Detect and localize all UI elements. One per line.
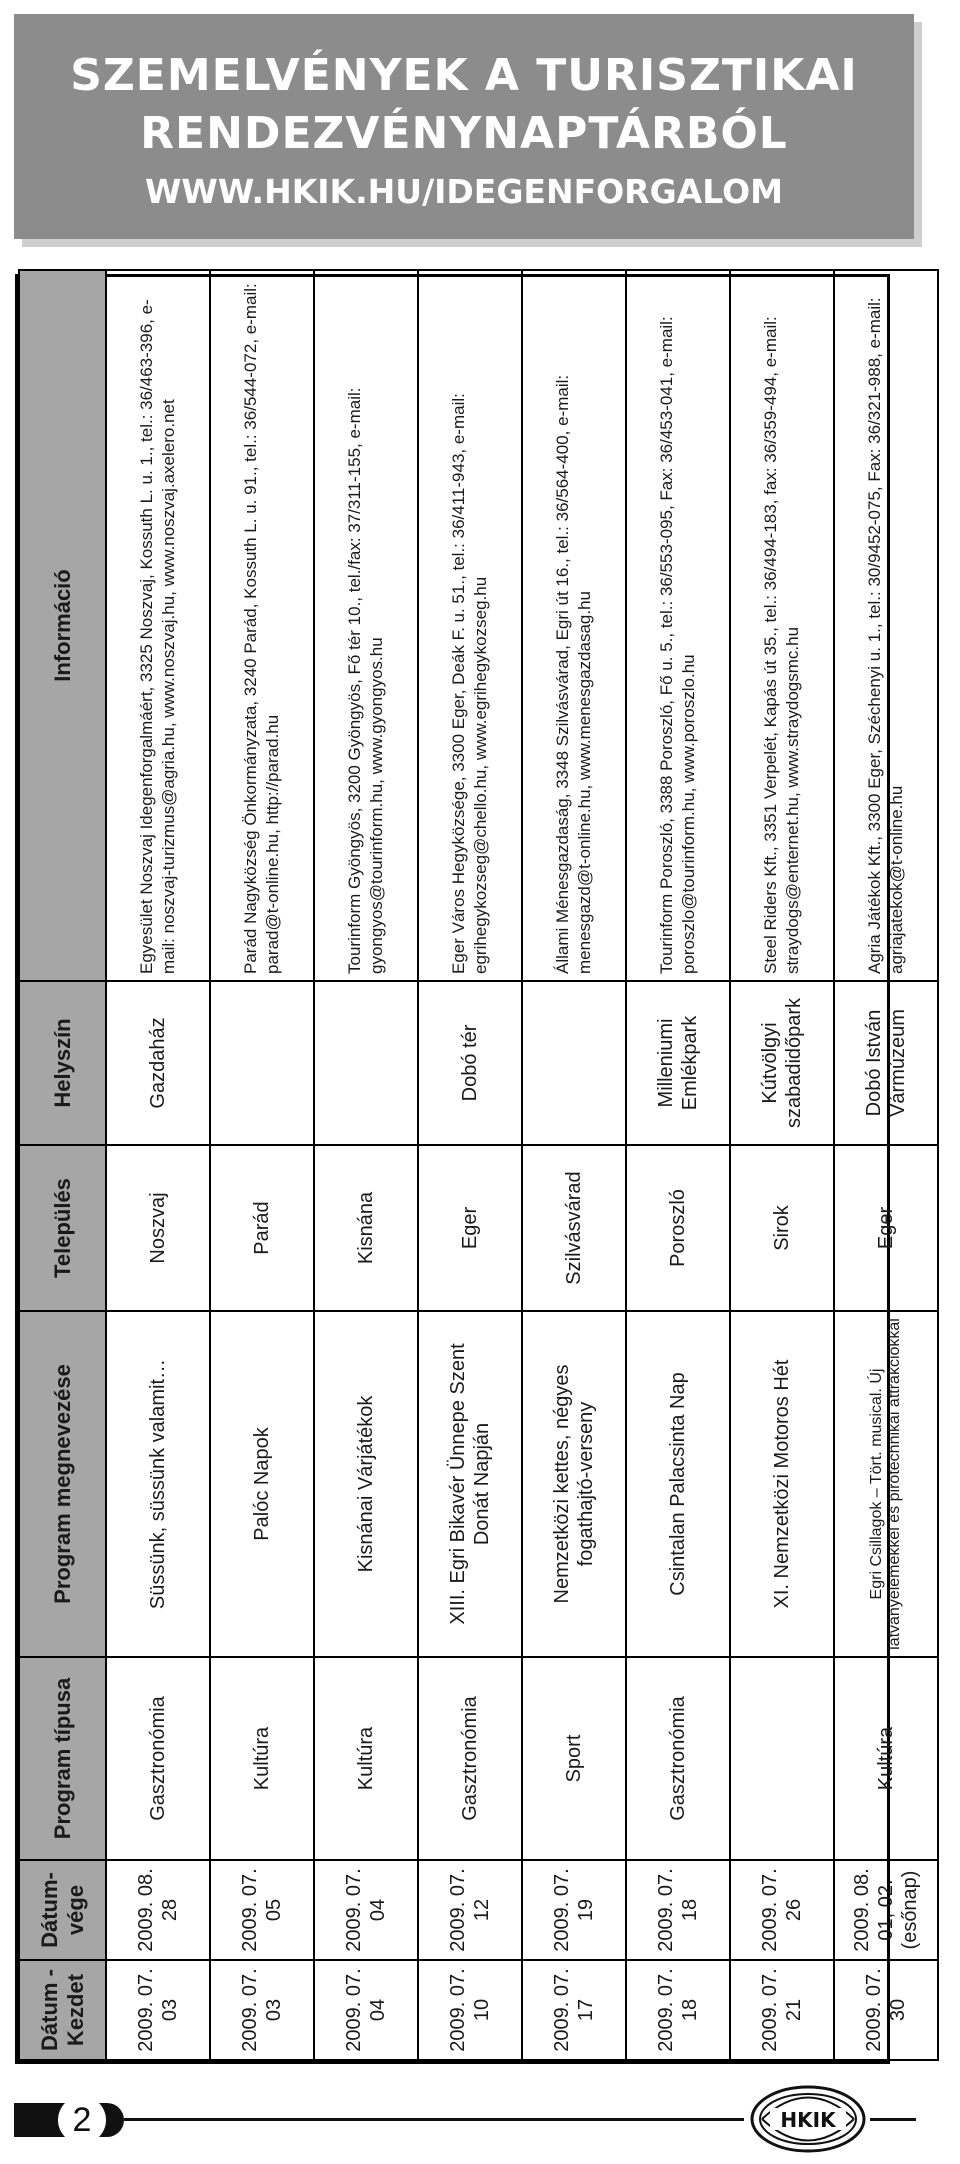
cell-name: XIII. Egri Bikavér Ünnepe Szent Donát Napján [418, 1311, 522, 1657]
cell-town: Noszvaj [106, 1145, 210, 1311]
cell-end: 2009. 07. 19 [522, 1860, 626, 1960]
cell-info: Állami Ménesgazdaság, 3348 Szilvásvárad, Egri út 16., tel.: 36/564-400, e-mail: menesgazd@t-online.hu, www.menesgazdasag.hu [522, 270, 626, 981]
header-title-line-1: SZEMELVÉNYEK A TURISZTIKAI [70, 50, 858, 101]
cell-end: 2009. 07. 26 [730, 1860, 834, 1960]
cell-info: Steel Riders Kft., 3351 Verpelét, Kapás út 35., tel.: 36/494-183, fax: 36/359-494, e-mail: straydogs@enternet.hu, www.straydogsmc.hu [730, 270, 834, 981]
header-title-line-2: RENDEZVÉNYNAPTÁRBÓL [140, 108, 788, 159]
cell-type: Gasztronómia [418, 1657, 522, 1860]
cell-start: 2009. 07. 21 [730, 1960, 834, 2060]
table-header-row [19, 270, 106, 2060]
cell-info: Eger Város Hegyközsége, 3300 Eger, Deák F. u. 51., tel.: 36/411-943, e-mail: egrihegykozseg@chello.hu, www.egrihegykozseg.hu [418, 270, 522, 981]
cell-start: 2009. 07. 04 [314, 1960, 418, 2060]
cell-name: Nemzetközi kettes, négyes fogathajtó-verseny [522, 1311, 626, 1657]
cell-venue: Kútvölgyi szabadidőpark [730, 981, 834, 1145]
cell-town: Parád [210, 1145, 314, 1311]
cell-venue [522, 981, 626, 1145]
cell-town: Kisnána [314, 1145, 418, 1311]
column-header-venue: Helyszín [19, 981, 106, 1145]
table-row [522, 270, 626, 2060]
table-row [626, 270, 730, 2060]
footer-divider-right [870, 2118, 916, 2121]
column-header-info: Információ [19, 270, 106, 981]
cell-type: Gasztronómia [626, 1657, 730, 1860]
header-url: WWW.HKIK.HU/IDEGENFORGALOM [145, 172, 783, 211]
cell-end: 2009. 07. 18 [626, 1860, 730, 1960]
cell-venue: Milleniumi Emlékpark [626, 981, 730, 1145]
cell-info: Parád Nagyközség Önkormányzata, 3240 Parád, Kossuth L. u. 91., tel.: 36/544-072, e-mail: parad@t-online.hu, http://parad.hu [210, 270, 314, 981]
cell-start: 2009. 07. 03 [210, 1960, 314, 2060]
cell-start: 2009. 07. 03 [106, 1960, 210, 2060]
table-row [106, 270, 210, 2060]
cell-name: Egri Csillagok – Tört. musical. Új látványelemekkel és pirotechnikai attrakciókkal [834, 1311, 938, 1657]
table-row [834, 270, 938, 2060]
table-row [730, 270, 834, 2060]
cell-type: Kultúra [314, 1657, 418, 1860]
cell-info: Egyesület Noszvaj Idegenforgalmáért, 3325 Noszvaj, Kossuth L. u. 1., tel.: 36/463-396, e-mail: noszvaj-turizmus@agria.hu, www.noszvaj.hu, www.noszvaj.axelero.net [106, 270, 210, 981]
hkik-logo-text: HKIK [780, 2108, 836, 2132]
column-header-end: Dátum-vége [19, 1860, 106, 1960]
cell-end: 2009. 07. 04 [314, 1860, 418, 1960]
cell-info: Agria Játékok Kft., 3300 Eger, Széchenyi u. 1., tel.: 30/9452-075, Fax: 36/321-988, e-mail: agriajatekok@t-online.hu [834, 270, 938, 981]
footer-divider [124, 2118, 744, 2121]
cell-name: Palóc Napok [210, 1311, 314, 1657]
header-banner [14, 14, 914, 239]
column-header-name: Program megnevezése [19, 1311, 106, 1657]
cell-end: 2009. 07. 12 [418, 1860, 522, 1960]
cell-town: Eger [418, 1145, 522, 1311]
table-row [314, 270, 418, 2060]
cell-info: Tourinform Poroszló, 3388 Poroszló, Fő u. 5., tel.: 36/553-095, Fax: 36/453-041, e-mail: poroszlo@tourinform.hu, www.poroszlo.hu [626, 270, 730, 981]
cell-town: Poroszló [626, 1145, 730, 1311]
table-row [418, 270, 522, 2060]
cell-type: Gasztronómia [106, 1657, 210, 1860]
hkik-logo [748, 2084, 868, 2154]
cell-type: Sport [522, 1657, 626, 1860]
page-number: 2 [58, 2096, 106, 2144]
cell-end: 2009. 08. 01, 02. (esőnap) [834, 1860, 938, 1960]
event-calendar-table [15, 274, 921, 2064]
cell-start: 2009. 07. 10 [418, 1960, 522, 2060]
cell-name: Süssünk, süssünk valamit… [106, 1311, 210, 1657]
cell-name: Kisnánai Várjátékok [314, 1311, 418, 1657]
cell-start: 2009. 07. 30 [834, 1960, 938, 2060]
cell-town: Sirok [730, 1145, 834, 1311]
cell-end: 2009. 08. 28 [106, 1860, 210, 1960]
cell-name: XI. Nemzetközi Motoros Hét [730, 1311, 834, 1657]
cell-venue: Dobó István Vármúzeum [834, 981, 938, 1145]
column-header-start: Dátum - Kezdet [19, 1960, 106, 2060]
column-header-town: Település [19, 1145, 106, 1311]
column-header-type: Program típusa [19, 1657, 106, 1860]
cell-venue [210, 981, 314, 1145]
cell-venue: Gazdaház [106, 981, 210, 1145]
table-row [210, 270, 314, 2060]
cell-start: 2009. 07. 17 [522, 1960, 626, 2060]
cell-type: Kultúra [210, 1657, 314, 1860]
cell-end: 2009. 07. 05 [210, 1860, 314, 1960]
cell-info: Tourinform Gyöngyös, 3200 Gyöngyös, Fő tér 10., tel./fax: 37/311-155, e-mail: gyongyos@tourinform.hu, www.gyongyos.hu [314, 270, 418, 981]
cell-name: Csintalan Palacsinta Nap [626, 1311, 730, 1657]
cell-venue [314, 981, 418, 1145]
cell-venue: Dobó tér [418, 981, 522, 1145]
cell-type [730, 1657, 834, 1860]
cell-town: Szilvásvárad [522, 1145, 626, 1311]
cell-town: Eger [834, 1145, 938, 1311]
cell-type: Kultúra [834, 1657, 938, 1860]
cell-start: 2009. 07. 18 [626, 1960, 730, 2060]
